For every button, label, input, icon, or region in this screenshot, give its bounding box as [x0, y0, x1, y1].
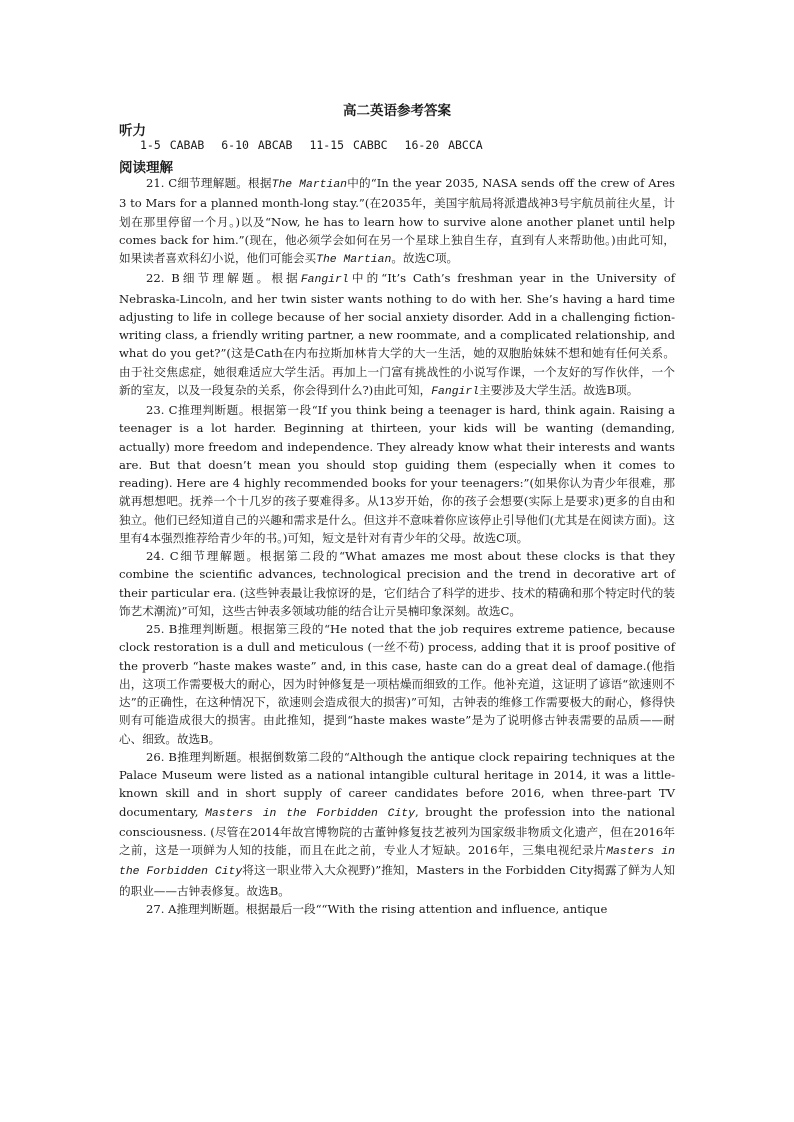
- answer-paragraph: 23. C推理判断题。根据第一段“If you think being a teenager is hard, think again. Raising a teenager is a lot harder. Beginning at thirteen, your kids will be wanting (demanding, actually) more freedom and independence. They already know what their interests and wants are. But that doesn’t mean you should stop guiding them (especially when it comes to reading). Here are 4 highly recommended books for your teenagers:”(如果你认为青少年很难，那就再想想吧。抚养一个十几岁的孩子要难得多。从13岁开始，你的孩子会想要(实际上是要求)更多的自由和独立。他们已经知道自己的兴趣和需求是什么。但这并不意味着你应该停止引导他们(尤其是在阅读方面)。这里有4本强烈推荐给青少年的书。)可知，短文是针对有青少年的父母。故选C项。: [119, 403, 675, 545]
- answer-group: 16-20 ABCCA: [404, 138, 483, 152]
- answer-paragraph: [119, 748, 675, 900]
- answer-group: 6-10 ABCAB: [221, 138, 293, 152]
- answer-paragraph: [119, 269, 675, 401]
- book-title: The Martian: [271, 179, 348, 191]
- reading-heading: 阅读理解: [119, 160, 173, 176]
- answer-text: 中的“It’s Cath’s freshman year in the University of Nebraska-Lincoln, and her twin sister wants nothing to do with her. She’s having a hard time adjusting to life in college because of her social anxiety disorder. Add in a challenging fiction-writing class, a friendly writing partner, a new roommate, and a complicated relationship, and what do you get?”(这是Cath在内布拉斯加林肯大学的大一生活，她的双胞胎妹妹不想和她有任何关系。由于社交焦虑症，她很难适应大学生活。再加上一门富有挑战性的小说写作课，一个友好的写作伙伴，一个新的室友，以及一段复杂的关系，你会得到什么?)由此可知，: [119, 271, 675, 397]
- answer-text: 将这一职业带入大众视野)”推知，Masters in the Forbidden City揭露了鲜为人知的职业——古钟表修复。故选B。: [119, 863, 675, 898]
- answer-paragraph: 27. A推理判断题。根据最后一段““With the rising attention and influence, antique: [146, 901, 608, 916]
- answer-group: 1-5 CABAB: [140, 138, 205, 152]
- answer-paragraph: 25. B推理判断题。根据第三段的“He noted that the job requires extreme patience, because clock restoration is a dull and meticulous (一丝不苟) process, adding that it is proof positive of the proverb “haste makes waste” and, in this case, haste can do a great deal of damage.(他指出，这项工作需要极大的耐心，因为时钟修复是一项枯燥而细致的工作。他补充道，这证明了谚语“欲速则不达”的正确性，在这种情况下，欲速则会造成很大的损害)”可知，古钟表的维修工作需要极大的耐心，修得快则有可能造成很大的损害。由此推知，提到“haste makes waste”是为了说明修古钟表需要的品质——耐心、细致。故选B。: [119, 622, 675, 746]
- listening-answers: [140, 138, 491, 152]
- book-title: Fangirl: [300, 274, 349, 287]
- answer-text: , brought the profession into the national consciousness. (尽管在2014年故宫博物院的古董钟修复技艺被列为国家级非物质文化遗产，但在2016年之前，这是一项鲜为人知的技能，而且在此之前，专业人才短缺。2016年，三集电视纪录片: [119, 804, 675, 857]
- answer-group: 11-15 CABBC: [309, 138, 388, 152]
- book-title: The Martian: [316, 254, 392, 266]
- answer-paragraph: 24. C细节理解题。根据第二段的“What amazes me most about these clocks is that they combine the scientific advances, technological precision and the trend in decorative art of their particular era. (这些钟表最让我惊讶的是，它们结合了科学的进步、技术的精确和那个特定时代的装饰艺术潮流)”可知，这些古钟表多领域功能的结合让亓昊楠印象深刻。故选C。: [119, 549, 675, 618]
- answer-text: 21. C细节理解题。根据: [146, 176, 272, 190]
- answer-paragraph: [119, 174, 675, 269]
- documentary-title: Masters in the Forbidden City: [205, 807, 415, 820]
- book-title: Fangirl: [431, 385, 480, 398]
- page-title: 高二英语参考答案: [343, 103, 451, 119]
- answer-text: 22. B细节理解题。根据: [146, 271, 301, 286]
- listening-heading: 听力: [119, 123, 146, 139]
- documentary-title: Masters in the Forbidden City: [119, 846, 675, 879]
- answer-text: 中的“In the year 2035, NASA sends off the crew of Ares 3 to Mars for a planned month-long stay.”(在2035年，美国宇航局将派遣战神3号宇航员前往火星，计划在那里停留一个月。)以及“Now, he has to learn how to survive alone another planet until help comes back for him.”(现在，他必须学会如何在另一个星球上独自生存，直到有人来帮助他。)由此可知，如果读者喜欢科幻小说，他们可能会买: [119, 176, 676, 265]
- answer-text: 26. B推理判断题。根据倒数第二段的“Although the antique clock repairing techniques at the Palace Museum were listed as a national intangible cultural heritage in 2014, it was a little-known skill and in short supply of career candidates before 2016, when three-part TV documentary,: [119, 749, 675, 819]
- answer-text: 。故选C项。: [391, 251, 459, 265]
- reading-answers: [119, 174, 675, 918]
- answer-text: 主要涉及大学生活。故选B项。: [479, 382, 639, 397]
